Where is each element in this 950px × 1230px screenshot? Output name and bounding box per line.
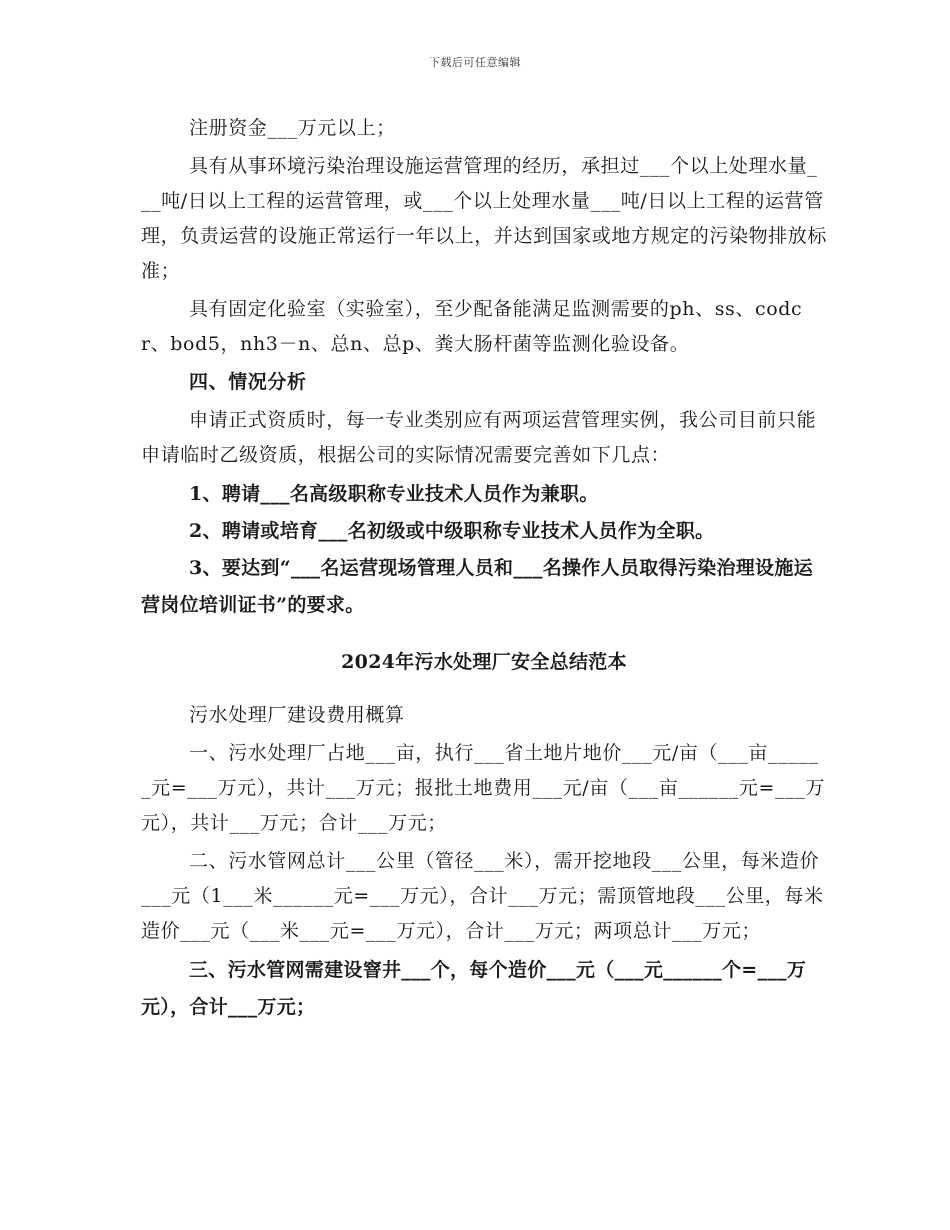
paragraph-laboratory: 具有固定化验室（实验室），至少配备能满足监测需要的ph、ss、codcr、bod5，nh3－n、总n、总p、粪大肠杆菌等监测化验设备。 [141, 298, 803, 355]
paragraph-land-cost: 一、污水处理厂占地___亩，执行___省土地片地价___元/亩（___亩______元=___万元），共计___万元；报批土地费用___元/亩（___亩______元=___万元），共计___万元；合计___万元； [141, 742, 825, 834]
paragraph-registered-capital: 注册资金___万元以上； [189, 117, 396, 139]
paragraph-pipe-network: 二、污水管网总计___公里（管径___米），需开挖地段___公里，每米造价___元（1___米______元=___万元），合计___万元；需顶管地段___公里，每米造价___元（___米___元=___万元），合计___万元；两项总计___万元； [141, 850, 824, 942]
page-header-note: 下载后可任意编辑 [429, 56, 521, 69]
section-heading-analysis: 四、情况分析 [189, 371, 307, 393]
list-item-3: 3、要达到“___名运营现场管理人员和___名操作人员取得污染治理设施运营岗位培训证书”的要求。 [141, 557, 813, 616]
paragraph-cost-estimate: 污水处理厂建设费用概算 [189, 704, 405, 726]
paragraph-analysis: 申请正式资质时，每一专业类别应有两项运营管理实例，我公司目前只能申请临时乙级资质，根据公司的实际情况需要完善如下几点： [141, 409, 817, 466]
list-item-1: 1、聘请___名高级职称专业技术人员作为兼职。 [189, 483, 599, 505]
paragraph-manholes: 三、污水管网需建设窨井___个，每个造价___元（___元______个=___万元），合计___万元； [141, 959, 807, 1018]
document-title: 2024年污水处理厂安全总结范本 [341, 651, 627, 673]
list-item-2: 2、聘请或培育___名初级或中级职称专业技术人员作为全职。 [189, 520, 715, 542]
document-body [141, 111, 827, 1026]
paragraph-operation-experience: 具有从事环境污染治理设施运营管理的经历，承担过___个以上处理水量___吨/日以上工程的运营管理，或___个以上处理水量___吨/日以上工程的运营管理，负责运营的设施正常运行一年以上，并达到国家或地方规定的污染物排放标准； [141, 155, 828, 282]
